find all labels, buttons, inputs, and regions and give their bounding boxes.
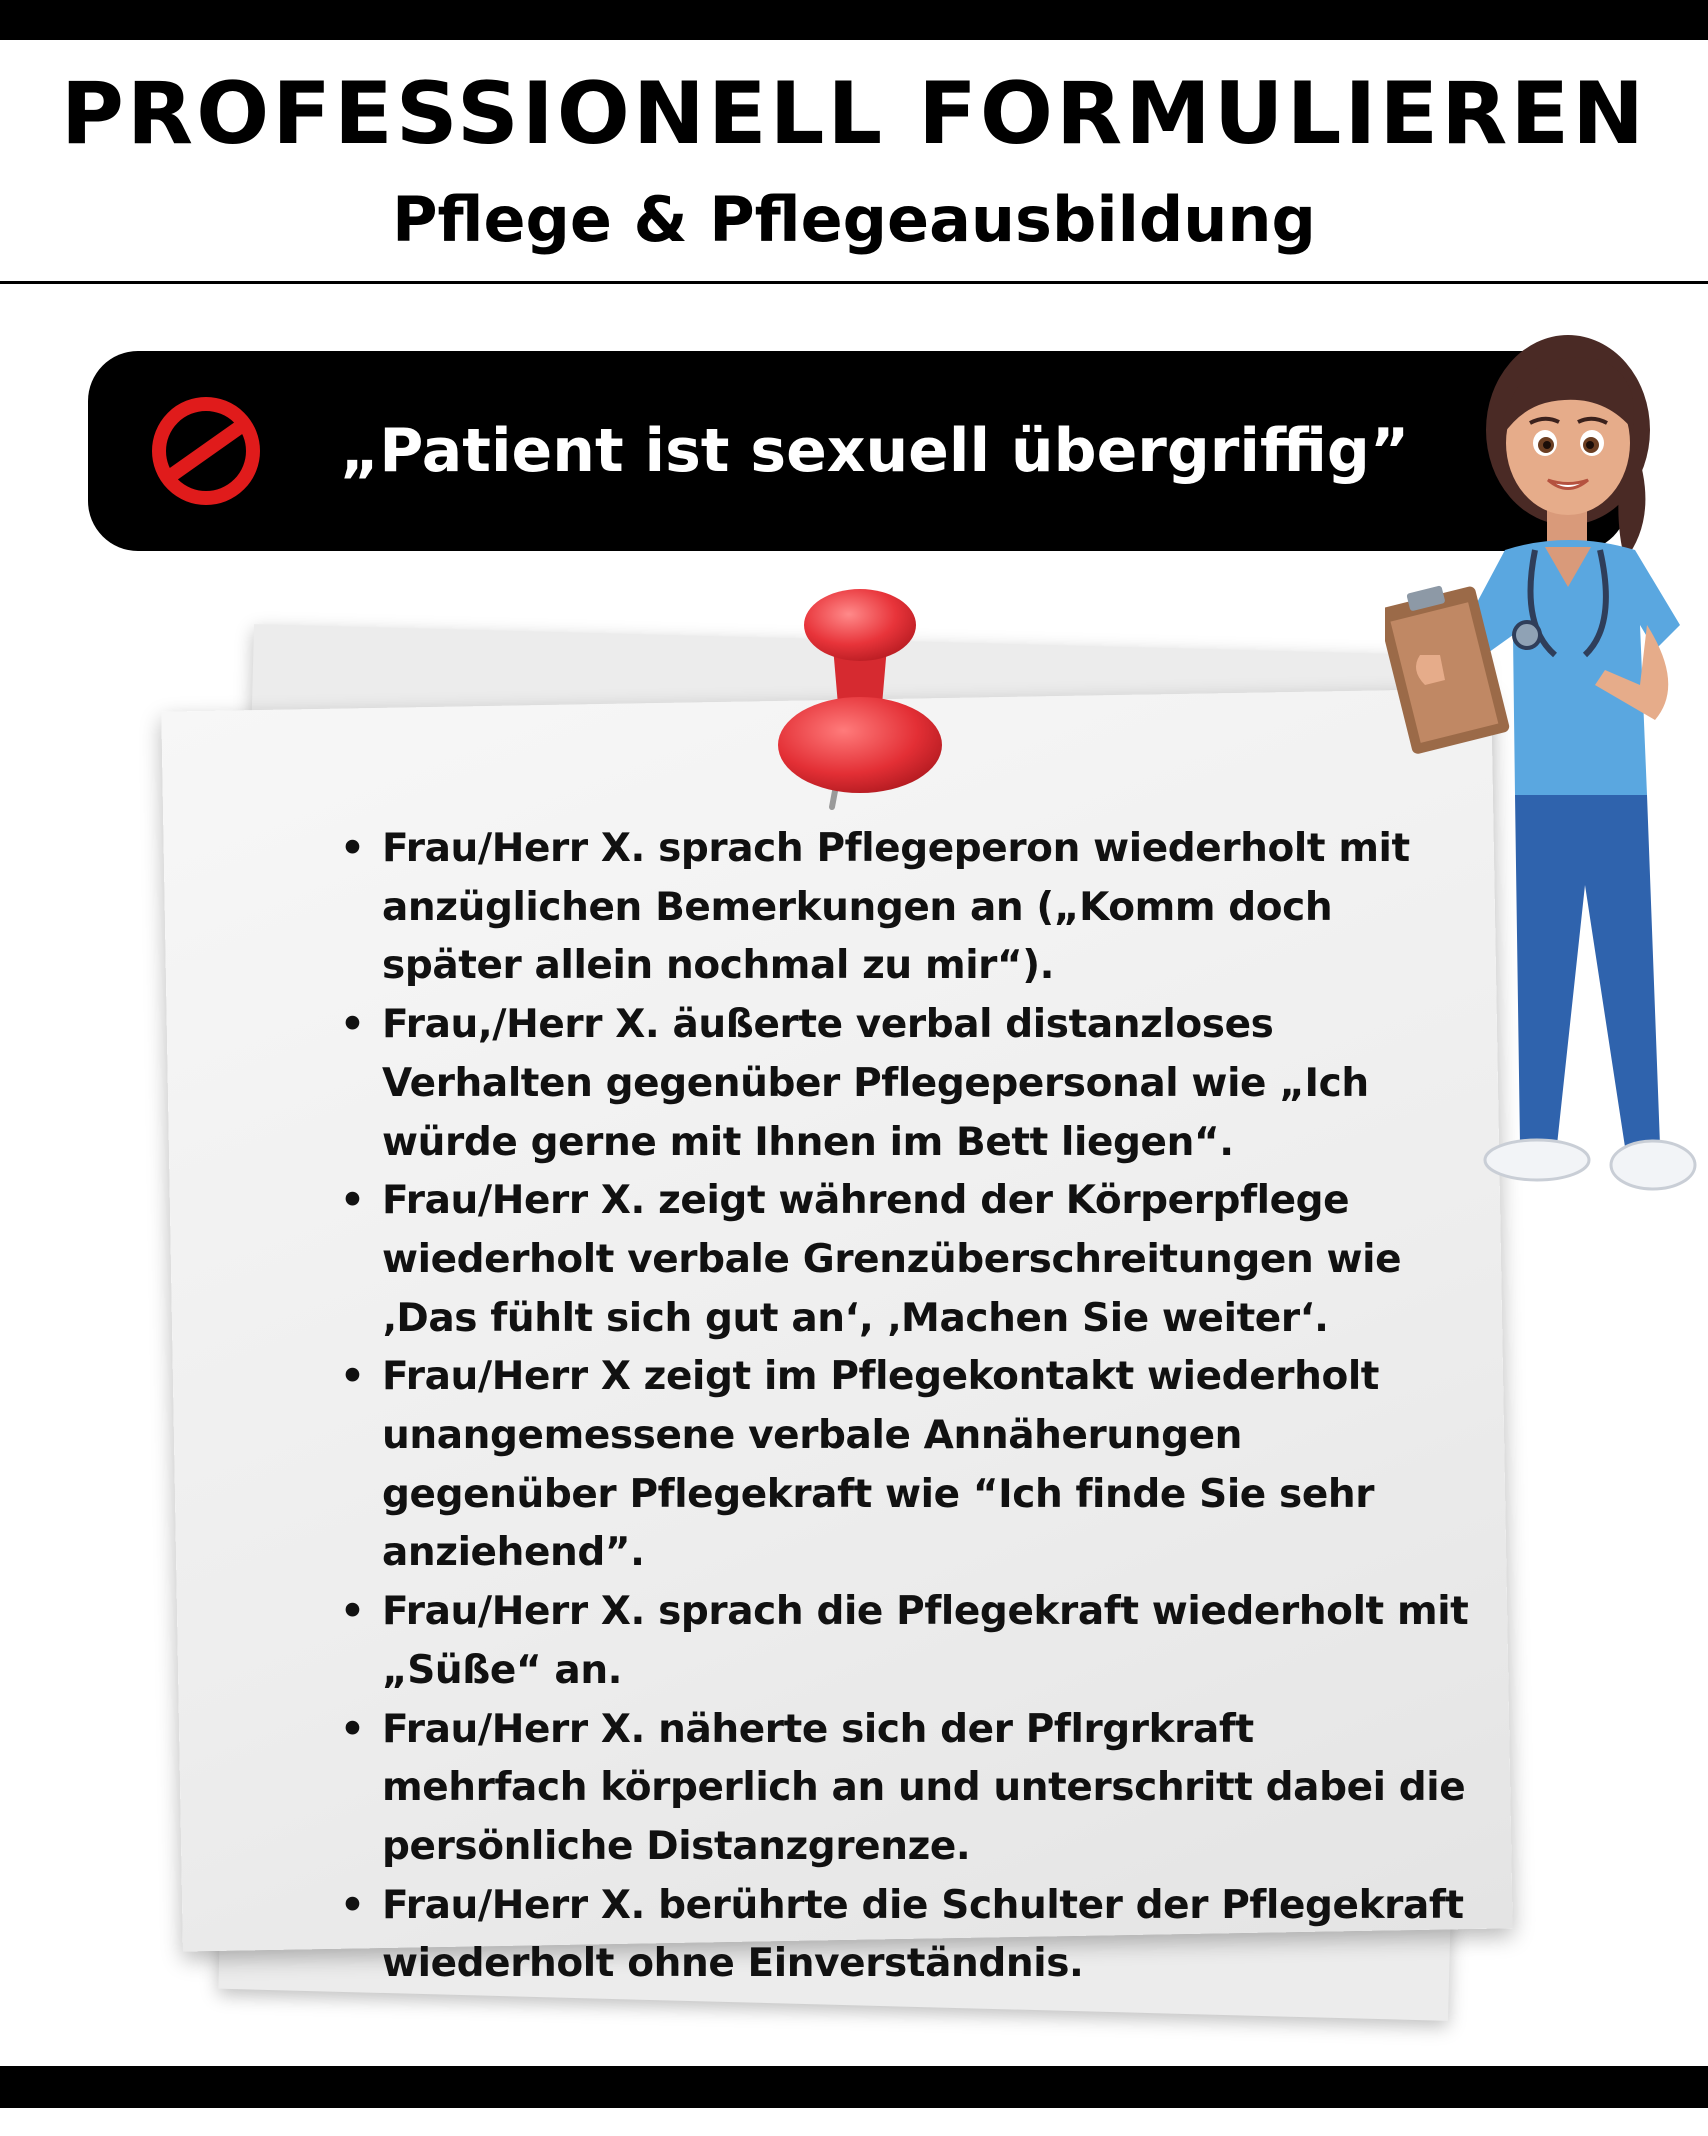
page-subtitle: Pflege & Pflegeausbildung: [392, 183, 1316, 256]
pushpin-icon: [770, 585, 950, 815]
list-item: • Frau/Herr X. zeigt während der Körperpflege wiederholt verbale Grenzüberschreitungen wie ‚Das fühlt sich gut an‘, ‚Machen Sie weiter‘.: [340, 1172, 1470, 1348]
list-item: • Frau/Herr X. berührte die Schulter der Pflegekraft wiederholt ohne Einverständnis.: [340, 1877, 1470, 1994]
header-divider: [0, 281, 1708, 284]
top-bar: [0, 0, 1708, 40]
bottom-bar: [0, 2066, 1708, 2108]
list-item: • Frau/Herr X zeigt im Pflegekontakt wiederholt unangemessene verbale Annäherungen gegenüber Pflegekraft wie “Ich finde Sie sehr anziehend”.: [340, 1348, 1470, 1583]
list-item: • Frau/Herr X. sprach Pflegeperon wiederholt mit anzüglichen Bemerkungen an („Komm doch später allein nochmal zu mir“).: [340, 820, 1470, 996]
page-title: PROFESSIONELL FORMULIEREN: [60, 64, 1648, 164]
list-item: • Frau/Herr X. näherte sich der Pflrgrkraft mehrfach körperlich an und unterschritt dabei die persönliche Distanzgrenze.: [340, 1701, 1470, 1877]
note-list: [340, 820, 1470, 1994]
list-item: • Frau/Herr X. sprach die Pflegekraft wiederholt mit „Süße“ an.: [340, 1583, 1470, 1700]
list-item: • Frau,/Herr X. äußerte verbal distanzloses Verhalten gegenüber Pflegepersonal wie „Ich würde gerne mit Ihnen im Bett liegen“.: [340, 996, 1470, 1172]
banner-text: „Patient ist sexuell übergriffig”: [340, 416, 1410, 486]
prohibited-icon: [150, 395, 262, 507]
